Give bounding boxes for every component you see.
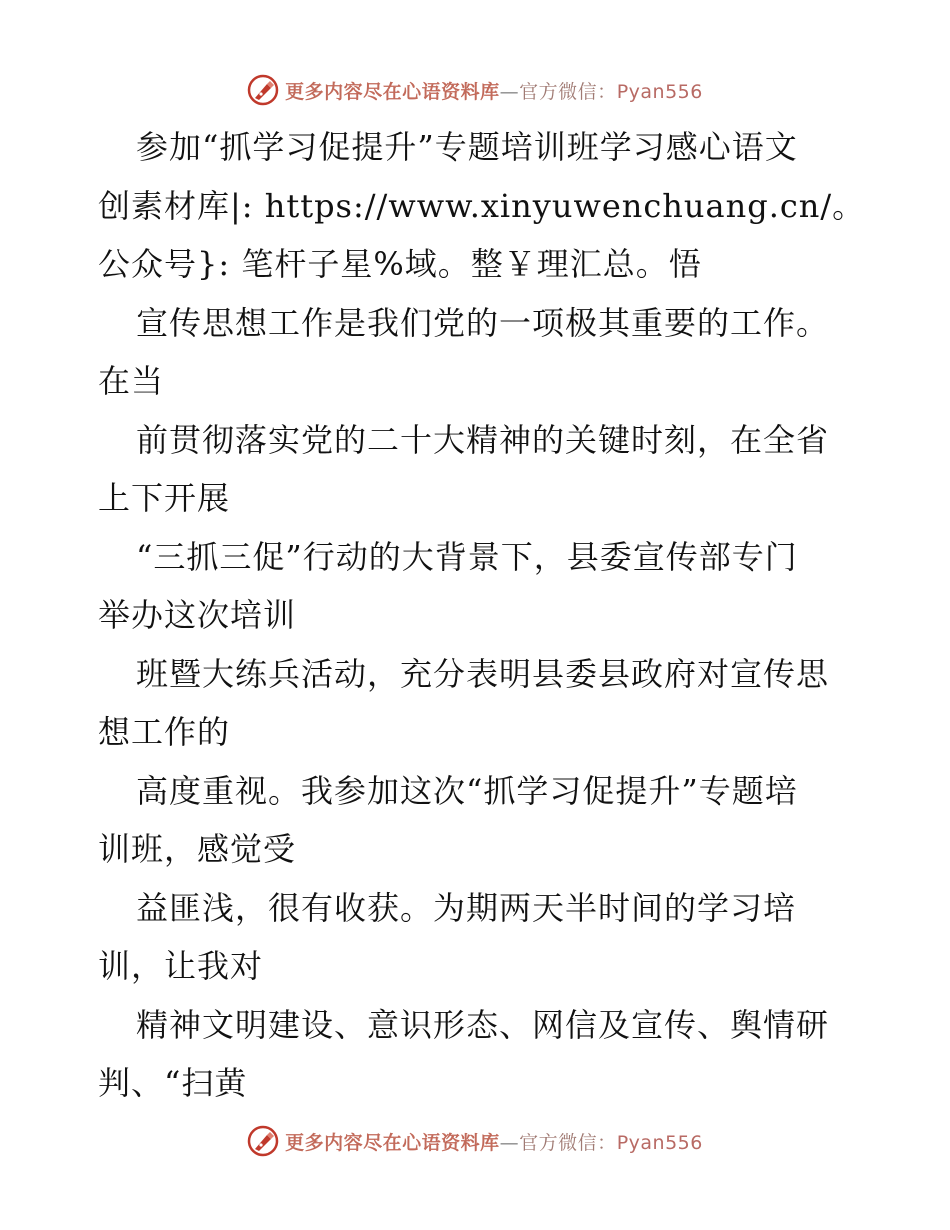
text-line: 训，让我对: [98, 947, 264, 985]
banner-wechat-handle: Pyan556: [616, 1131, 703, 1154]
text-line: 参加“抓学习促提升”专题培训班学习感心语文: [136, 128, 798, 166]
banner-separator: —: [499, 1131, 520, 1154]
pen-nib-logo-icon: [247, 1125, 279, 1157]
pen-nib-logo-icon: [247, 74, 279, 106]
text-line: 在当: [98, 362, 165, 400]
text-line: 训班，感觉受: [98, 830, 297, 868]
document-body: [98, 118, 866, 1113]
banner-text: [285, 1128, 703, 1155]
banner-wechat-handle: Pyan556: [616, 80, 703, 103]
text-line: 创素材库|: https://www.xinyuwenchuang.cn/。: [98, 186, 866, 225]
footer-banner: [0, 1121, 950, 1161]
banner-wechat-label: 官方微信：: [519, 1131, 617, 1154]
text-line: 前贯彻落实党的二十大精神的关键时刻，在全省: [136, 420, 830, 459]
header-banner: [0, 70, 950, 110]
banner-separator: —: [499, 80, 520, 103]
text-line: 举办这次培训: [98, 596, 297, 634]
text-line: “三抓三促”行动的大背景下，县委宣传部专门: [136, 537, 798, 576]
banner-wechat-label: 官方微信：: [519, 80, 617, 103]
text-line: 上下开展: [98, 479, 231, 517]
text-line: 高度重视。我参加这次“抓学习促提升”专题培: [136, 771, 798, 810]
banner-brand: 更多内容尽在心语资料库: [285, 1131, 500, 1154]
text-line: 公众号}: 笔杆子星%域。整￥理汇总。悟: [98, 245, 702, 283]
text-line: 判、“扫黄: [98, 1064, 248, 1102]
text-line: 精神文明建设、意识形态、网信及宣传、舆情研: [136, 1005, 830, 1044]
text-line: 班暨大练兵活动，充分表明县委县政府对宣传思: [136, 654, 830, 693]
banner-text: [285, 77, 703, 104]
text-line: 想工作的: [98, 713, 231, 751]
text-line: 益匪浅，很有收获。为期两天半时间的学习培: [136, 888, 797, 927]
banner-brand: 更多内容尽在心语资料库: [285, 80, 500, 103]
text-line: 宣传思想工作是我们党的一项极其重要的工作。: [136, 303, 830, 342]
